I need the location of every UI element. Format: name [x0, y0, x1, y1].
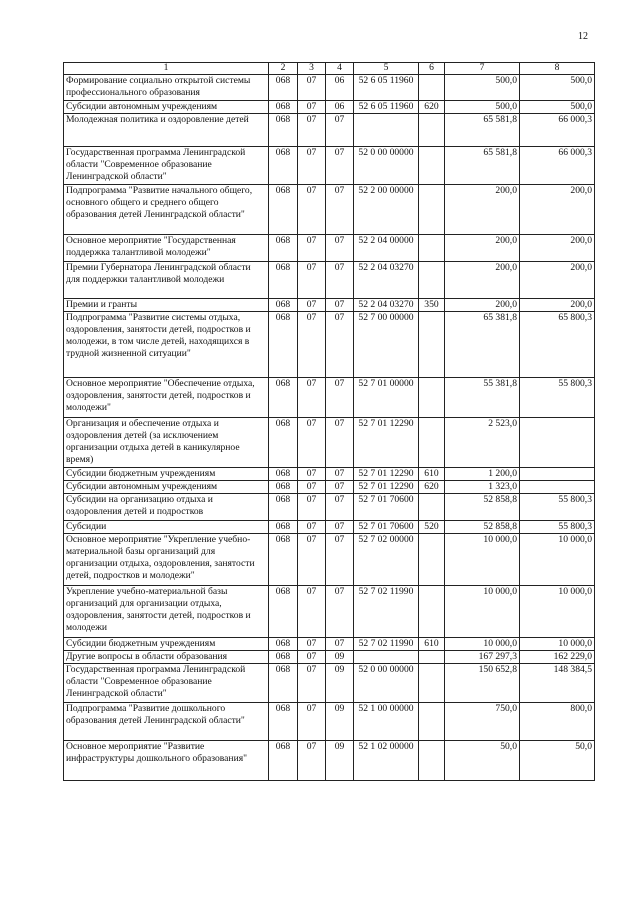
target-article-cell: 52 7 02 11990: [354, 638, 419, 651]
target-article-cell: [354, 651, 419, 664]
amount-year1-cell: 10 000,0: [445, 638, 520, 651]
expense-type-cell: [419, 494, 445, 521]
row-name-cell: Укрепление учебно-материальной базы организаций для организации отдыха, оздоровления, занятости детей, подростков и молодежи: [64, 586, 269, 638]
section-cell: 07: [298, 494, 326, 521]
expense-type-cell: [419, 703, 445, 741]
subsection-cell: 07: [326, 521, 354, 534]
amount-year1-cell: 65 581,8: [445, 114, 520, 147]
amount-year2-cell: 200,0: [520, 262, 595, 299]
target-article-cell: 52 2 04 00000: [354, 235, 419, 262]
table-row: [64, 481, 595, 494]
amount-year2-cell: 200,0: [520, 185, 595, 235]
expense-type-cell: [419, 235, 445, 262]
table-row: [64, 262, 595, 299]
gov-code-cell: 068: [269, 185, 298, 235]
table-row: [64, 651, 595, 664]
budget-table: [63, 62, 595, 781]
table-row: [64, 741, 595, 781]
target-article-cell: 52 7 01 12290: [354, 481, 419, 494]
section-cell: 07: [298, 378, 326, 418]
amount-year2-cell: 800,0: [520, 703, 595, 741]
row-name-cell: Подпрограмма "Развитие начального общего, основного общего и среднего общего образования детей Ленинградской области": [64, 185, 269, 235]
target-article-cell: 52 0 00 00000: [354, 664, 419, 703]
row-name-cell: Субсидии автономным учреждениям: [64, 101, 269, 114]
column-header: 2: [269, 63, 298, 75]
row-name-cell: Основное мероприятие "Укрепление учебно-материальной базы организаций для организации отдыха, оздоровления, занятости детей, подростков и молодежи": [64, 534, 269, 586]
target-article-cell: 52 6 05 11960: [354, 101, 419, 114]
section-cell: 07: [298, 586, 326, 638]
row-name-cell: Основное мероприятие "Обеспечение отдыха, оздоровления, занятости детей, подростков и молодежи": [64, 378, 269, 418]
row-name-cell: Формирование социально открытой системы профессионального образования: [64, 75, 269, 101]
gov-code-cell: 068: [269, 468, 298, 481]
table-row: [64, 664, 595, 703]
gov-code-cell: 068: [269, 147, 298, 185]
expense-type-cell: 610: [419, 638, 445, 651]
expense-type-cell: [419, 262, 445, 299]
amount-year1-cell: 10 000,0: [445, 534, 520, 586]
gov-code-cell: 068: [269, 741, 298, 781]
subsection-cell: 07: [326, 299, 354, 312]
column-header: 7: [445, 63, 520, 75]
section-cell: 07: [298, 101, 326, 114]
section-cell: 07: [298, 534, 326, 586]
amount-year2-cell: 10 000,0: [520, 534, 595, 586]
target-article-cell: 52 1 00 00000: [354, 703, 419, 741]
section-cell: 07: [298, 299, 326, 312]
section-cell: 07: [298, 703, 326, 741]
column-header: 6: [419, 63, 445, 75]
section-cell: 07: [298, 521, 326, 534]
amount-year2-cell: 10 000,0: [520, 586, 595, 638]
subsection-cell: 07: [326, 114, 354, 147]
expense-type-cell: [419, 586, 445, 638]
column-number-row: [64, 63, 595, 75]
expense-type-cell: [419, 147, 445, 185]
expense-type-cell: 610: [419, 468, 445, 481]
section-cell: 07: [298, 312, 326, 378]
table-row: [64, 378, 595, 418]
amount-year1-cell: 1 323,0: [445, 481, 520, 494]
gov-code-cell: 068: [269, 312, 298, 378]
subsection-cell: 07: [326, 147, 354, 185]
amount-year1-cell: 10 000,0: [445, 586, 520, 638]
gov-code-cell: 068: [269, 703, 298, 741]
row-name-cell: Государственная программа Ленинградской области "Современное образование Ленинградской области": [64, 664, 269, 703]
row-name-cell: Другие вопросы в области образования: [64, 651, 269, 664]
amount-year1-cell: 50,0: [445, 741, 520, 781]
amount-year1-cell: 52 858,8: [445, 521, 520, 534]
amount-year2-cell: 50,0: [520, 741, 595, 781]
gov-code-cell: 068: [269, 664, 298, 703]
amount-year2-cell: 66 000,3: [520, 147, 595, 185]
target-article-cell: 52 0 00 00000: [354, 147, 419, 185]
gov-code-cell: 068: [269, 299, 298, 312]
table-row: [64, 101, 595, 114]
row-name-cell: Государственная программа Ленинградской области "Современное образование Ленинградской области": [64, 147, 269, 185]
subsection-cell: 06: [326, 101, 354, 114]
expense-type-cell: 350: [419, 299, 445, 312]
section-cell: 07: [298, 114, 326, 147]
expense-type-cell: 620: [419, 101, 445, 114]
section-cell: 07: [298, 235, 326, 262]
target-article-cell: 52 6 05 11960: [354, 75, 419, 101]
amount-year2-cell: 55 800,3: [520, 378, 595, 418]
expense-type-cell: [419, 378, 445, 418]
table-row: [64, 703, 595, 741]
row-name-cell: Подпрограмма "Развитие системы отдыха, оздоровления, занятости детей, подростков и молодежи, в том числе детей, находящихся в трудной жизненной ситуации": [64, 312, 269, 378]
row-name-cell: Субсидии на организацию отдыха и оздоровления детей и подростков: [64, 494, 269, 521]
section-cell: 07: [298, 147, 326, 185]
expense-type-cell: [419, 651, 445, 664]
gov-code-cell: 068: [269, 534, 298, 586]
subsection-cell: 07: [326, 638, 354, 651]
expense-type-cell: 620: [419, 481, 445, 494]
gov-code-cell: 068: [269, 494, 298, 521]
expense-type-cell: [419, 534, 445, 586]
section-cell: 07: [298, 638, 326, 651]
section-cell: 07: [298, 664, 326, 703]
target-article-cell: [354, 114, 419, 147]
section-cell: 07: [298, 468, 326, 481]
table-row: [64, 312, 595, 378]
gov-code-cell: 068: [269, 101, 298, 114]
amount-year2-cell: 162 229,0: [520, 651, 595, 664]
expense-type-cell: [419, 185, 445, 235]
amount-year1-cell: 200,0: [445, 185, 520, 235]
target-article-cell: 52 7 01 70600: [354, 494, 419, 521]
target-article-cell: 52 7 01 12290: [354, 468, 419, 481]
gov-code-cell: 068: [269, 651, 298, 664]
amount-year2-cell: 500,0: [520, 101, 595, 114]
subsection-cell: 09: [326, 741, 354, 781]
table-row: [64, 534, 595, 586]
target-article-cell: 52 2 00 00000: [354, 185, 419, 235]
expense-type-cell: 520: [419, 521, 445, 534]
subsection-cell: 09: [326, 651, 354, 664]
amount-year2-cell: 10 000,0: [520, 638, 595, 651]
table-row: [64, 494, 595, 521]
table-row: [64, 299, 595, 312]
row-name-cell: Субсидии: [64, 521, 269, 534]
section-cell: 07: [298, 262, 326, 299]
column-header: 5: [354, 63, 419, 75]
section-cell: 07: [298, 185, 326, 235]
target-article-cell: 52 7 02 11990: [354, 586, 419, 638]
expense-type-cell: [419, 75, 445, 101]
table-row: [64, 147, 595, 185]
row-name-cell: Субсидии бюджетным учреждениям: [64, 638, 269, 651]
gov-code-cell: 068: [269, 521, 298, 534]
amount-year1-cell: 750,0: [445, 703, 520, 741]
subsection-cell: 07: [326, 494, 354, 521]
subsection-cell: 06: [326, 75, 354, 101]
table-row: [64, 235, 595, 262]
subsection-cell: 09: [326, 703, 354, 741]
amount-year2-cell: 66 000,3: [520, 114, 595, 147]
section-cell: 07: [298, 418, 326, 468]
section-cell: 07: [298, 75, 326, 101]
table-row: [64, 185, 595, 235]
expense-type-cell: [419, 418, 445, 468]
subsection-cell: 07: [326, 481, 354, 494]
table-row: [64, 114, 595, 147]
amount-year1-cell: 1 200,0: [445, 468, 520, 481]
amount-year2-cell: 55 800,3: [520, 494, 595, 521]
amount-year1-cell: 200,0: [445, 299, 520, 312]
subsection-cell: 07: [326, 262, 354, 299]
target-article-cell: 52 1 02 00000: [354, 741, 419, 781]
column-header: 1: [64, 63, 269, 75]
amount-year1-cell: 55 381,8: [445, 378, 520, 418]
subsection-cell: 07: [326, 586, 354, 638]
amount-year1-cell: 167 297,3: [445, 651, 520, 664]
row-name-cell: Организация и обеспечение отдыха и оздоровления детей (за исключением организации отдыха детей в каникулярное время): [64, 418, 269, 468]
column-header: 4: [326, 63, 354, 75]
gov-code-cell: 068: [269, 418, 298, 468]
amount-year1-cell: 2 523,0: [445, 418, 520, 468]
table-row: [64, 468, 595, 481]
amount-year2-cell: 200,0: [520, 299, 595, 312]
expense-type-cell: [419, 664, 445, 703]
gov-code-cell: 068: [269, 378, 298, 418]
subsection-cell: 07: [326, 312, 354, 378]
amount-year1-cell: 500,0: [445, 101, 520, 114]
subsection-cell: 07: [326, 534, 354, 586]
column-header: 8: [520, 63, 595, 75]
subsection-cell: 07: [326, 468, 354, 481]
row-name-cell: Премии Губернатора Ленинградской области для поддержки талантливой молодежи: [64, 262, 269, 299]
row-name-cell: Субсидии автономным учреждениям: [64, 481, 269, 494]
subsection-cell: 09: [326, 664, 354, 703]
amount-year1-cell: 150 652,8: [445, 664, 520, 703]
amount-year2-cell: 55 800,3: [520, 521, 595, 534]
section-cell: 07: [298, 651, 326, 664]
subsection-cell: 07: [326, 235, 354, 262]
expense-type-cell: [419, 114, 445, 147]
subsection-cell: 07: [326, 418, 354, 468]
gov-code-cell: 068: [269, 481, 298, 494]
amount-year1-cell: 52 858,8: [445, 494, 520, 521]
target-article-cell: 52 7 01 70600: [354, 521, 419, 534]
gov-code-cell: 068: [269, 638, 298, 651]
table-row: [64, 638, 595, 651]
gov-code-cell: 068: [269, 586, 298, 638]
target-article-cell: 52 7 01 12290: [354, 418, 419, 468]
amount-year2-cell: 148 384,5: [520, 664, 595, 703]
section-cell: 07: [298, 741, 326, 781]
gov-code-cell: 068: [269, 114, 298, 147]
table-row: [64, 521, 595, 534]
row-name-cell: Премии и гранты: [64, 299, 269, 312]
row-name-cell: Субсидии бюджетным учреждениям: [64, 468, 269, 481]
gov-code-cell: 068: [269, 262, 298, 299]
amount-year1-cell: 200,0: [445, 235, 520, 262]
amount-year2-cell: 65 800,3: [520, 312, 595, 378]
row-name-cell: Основное мероприятие "Развитие инфраструктуры дошкольного образования": [64, 741, 269, 781]
gov-code-cell: 068: [269, 235, 298, 262]
section-cell: 07: [298, 481, 326, 494]
amount-year2-cell: [520, 481, 595, 494]
subsection-cell: 07: [326, 378, 354, 418]
amount-year1-cell: 200,0: [445, 262, 520, 299]
row-name-cell: Молодежная политика и оздоровление детей: [64, 114, 269, 147]
amount-year1-cell: 500,0: [445, 75, 520, 101]
target-article-cell: 52 2 04 03270: [354, 299, 419, 312]
target-article-cell: 52 7 00 00000: [354, 312, 419, 378]
target-article-cell: 52 7 01 00000: [354, 378, 419, 418]
amount-year1-cell: 65 581,8: [445, 147, 520, 185]
amount-year2-cell: [520, 418, 595, 468]
row-name-cell: Основное мероприятие "Государственная поддержка талантливой молодежи": [64, 235, 269, 262]
expense-type-cell: [419, 312, 445, 378]
table-row: [64, 586, 595, 638]
target-article-cell: 52 7 02 00000: [354, 534, 419, 586]
target-article-cell: 52 2 04 03270: [354, 262, 419, 299]
column-header: 3: [298, 63, 326, 75]
page-number: 12: [578, 31, 588, 42]
table-row: [64, 75, 595, 101]
gov-code-cell: 068: [269, 75, 298, 101]
table-row: [64, 418, 595, 468]
amount-year1-cell: 65 381,8: [445, 312, 520, 378]
amount-year2-cell: 500,0: [520, 75, 595, 101]
amount-year2-cell: 200,0: [520, 235, 595, 262]
row-name-cell: Подпрограмма "Развитие дошкольного образования детей Ленинградской области": [64, 703, 269, 741]
amount-year2-cell: [520, 468, 595, 481]
expense-type-cell: [419, 741, 445, 781]
subsection-cell: 07: [326, 185, 354, 235]
